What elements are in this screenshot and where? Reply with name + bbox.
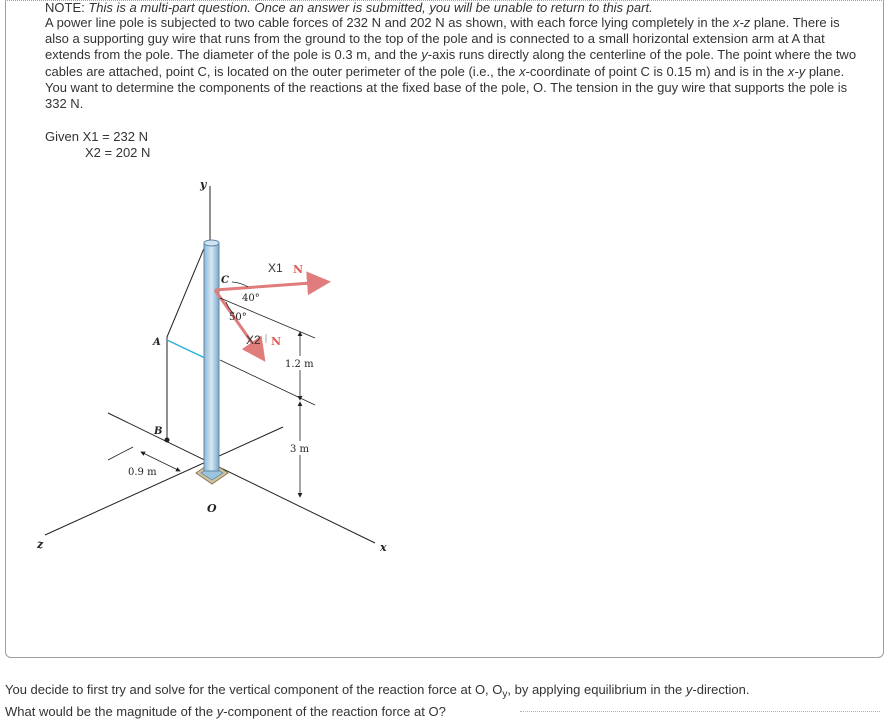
extension-arm (167, 340, 205, 358)
point-b-dot (165, 438, 170, 443)
force-x1-label: X1 (268, 261, 283, 275)
axis-z-label: z (37, 538, 44, 551)
angle-50-label: 50° (229, 312, 247, 323)
x-axis-line (108, 413, 375, 543)
axis-y-label: y (200, 178, 207, 191)
pole (204, 243, 219, 471)
pole-top (204, 240, 219, 246)
point-o-label: O (207, 502, 217, 515)
given-x2: X2 = 202 N (85, 145, 151, 160)
pole-figure (0, 170, 420, 570)
note-label: NOTE: (45, 0, 85, 15)
point-c-label: C (221, 275, 229, 286)
axis-x-label: x (380, 541, 387, 554)
dim-1-2m-label: 1.2 m (285, 359, 314, 370)
note-text: This is a multi-part question. Once an answer is submitted, you will be unable to return to this part. (88, 0, 653, 15)
dim-3m-label: 3 m (290, 444, 310, 455)
problem-statement: A power line pole is subjected to two cable forces of 232 N and 202 N as shown, with each force lying completely in the x-z plane. There is also a supporting guy wire that runs from the ground to the top of the pole and is connected to a small horizontal extension arm at A that extends from the pole. The diameter of the pole is 0.3 m, and the y-axis runs directly along the centerline of the pole. The point where the two cables are attached, point C, is located on the outer perimeter of the pole (i.e., the x-coordinate of point C is 0.15 m) and is in the x-y plane. You want to determine the components of the reactions at the fixed base of the pole, O. The tension in the guy wire that supports the pole is 332 N. (45, 15, 857, 112)
given-x1: Given X1 = 232 N (45, 129, 148, 144)
point-a-label: A (153, 337, 161, 348)
force-x1-arrow (215, 282, 325, 290)
force-x2-unit: N (271, 335, 282, 348)
question-text: You decide to first try and solve for the vertical component of the reaction force at O, $O_y$, by applying equilibrium in the y-direction. What would be the magnitude of the y-component of the reaction force at O? (5, 682, 750, 719)
force-x1-unit: N (293, 263, 304, 276)
angle-40-label: 40° (242, 293, 260, 304)
guy-wire (167, 246, 205, 337)
force-x2-label: X2 (246, 333, 261, 347)
answer-separator (520, 711, 880, 712)
note-line (45, 0, 653, 15)
dim-0-9m-label: 0.9 m (128, 467, 157, 478)
angle-arc-40 (232, 282, 248, 287)
point-b-label: B (154, 426, 163, 437)
